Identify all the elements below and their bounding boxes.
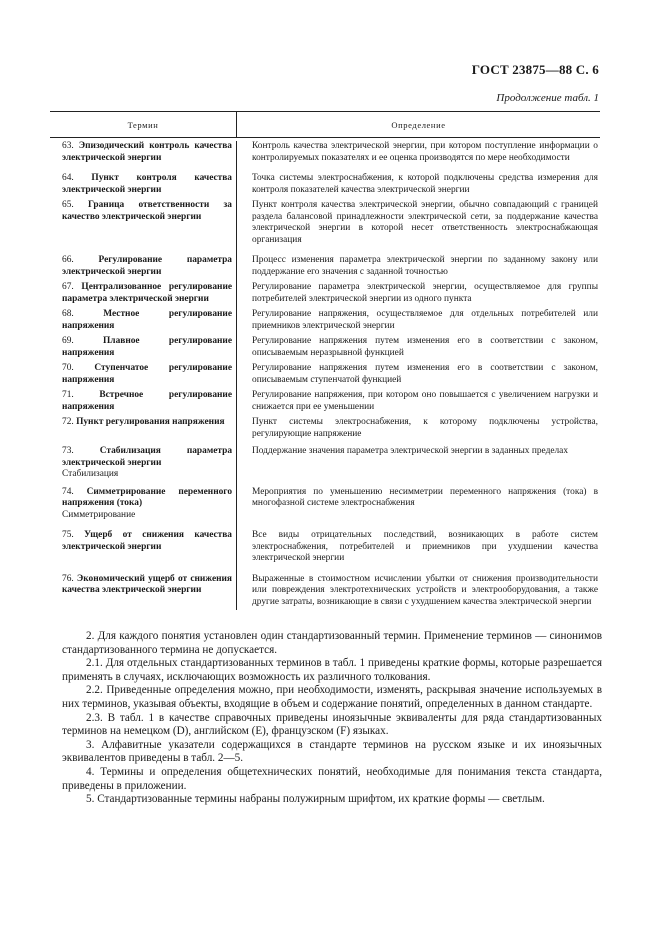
table-row [50, 446, 600, 481]
term-name: Регулирование параметра электрической энергии [62, 255, 232, 277]
table-body [50, 141, 600, 610]
term-number: 76. [62, 573, 74, 584]
term-short-form: Стабилизация [62, 469, 119, 479]
term-name: Симметрирование переменного напряжения (тока) [62, 486, 233, 508]
term-name: Ущерб от снижения качества электрической энергии [62, 530, 232, 552]
term-short-form: Симметрирование [62, 509, 136, 520]
table-row [50, 336, 600, 359]
page-header: ГОСТ 23875—88 С. 6 [471, 62, 599, 77]
term-cell [50, 282, 236, 305]
term-name: Стабилизация параметра электрической энергии [62, 446, 233, 468]
table-row [50, 417, 600, 440]
definition-cell: Регулирование параметра электрической энергии, осуществляемое для группы потребителей электрической энергии из одного пункта [252, 282, 598, 304]
table-row [50, 363, 600, 386]
definition-cell: Регулирование напряжения путем изменения его в соответствии с законом, описываемым ступенчатой функцией [252, 363, 598, 385]
column-header-term: Термин [50, 112, 237, 137]
note-paragraph: 3. Алфавитные указатели содержащихся в стандарте терминов на русском языке и их иноязычных эквивалентов приведены в табл. 2—5. [62, 738, 602, 765]
term-cell [50, 309, 236, 332]
definition-cell: Все виды отрицательных последствий, возникающих в работе систем электроснабжения, потребителей и приемников при ухудшении качества электрической энергии [252, 530, 598, 563]
term-number: 71. [62, 390, 74, 400]
definition-cell: Выраженные в стоимостном исчислении убытки от снижения производительности или повреждения электротехнических устройств и электрооборудования, а также другие затраты, возникающие в связи с ухудшением качества электрической энергии [252, 573, 598, 607]
notes-section [62, 630, 602, 807]
term-cell [50, 390, 236, 413]
column-header-definition: Определение [391, 119, 446, 130]
term-number: 63. [62, 141, 74, 151]
table-row [50, 255, 600, 278]
definition-cell: Процесс изменения параметра электрической энергии по заданному закону или поддержание его значения с заданной точностью [252, 255, 598, 277]
term-cell [50, 173, 236, 196]
term-cell [50, 200, 236, 246]
note-paragraph: 2.3. В табл. 1 в качестве справочных приведены иноязычные эквиваленты для ряда стандартизованных терминов на немецком (D), английском (E), французском (F) языках. [62, 711, 602, 738]
term-cell [50, 530, 236, 565]
term-cell [50, 336, 236, 359]
table-header [50, 112, 600, 138]
term-number: 70. [62, 363, 74, 373]
term-cell [50, 363, 236, 386]
note-paragraph: 4. Термины и определения общетехнических понятий, необходимые для понимания текста стандарта, приведены в приложении. [62, 765, 602, 792]
term-number: 74. [62, 486, 74, 497]
note-paragraph: 2.1. Для отдельных стандартизованных терминов в табл. 1 приведены краткие формы, которые разрешается применять в случаях, исключающих возможность их различного толкования. [62, 657, 602, 683]
table-row [50, 309, 600, 332]
term-cell [50, 255, 236, 278]
definition-cell: Точка системы электроснабжения, к которой подключены средства измерения для контроля показателей качества электрической энергии [252, 173, 598, 195]
table-row [50, 141, 600, 164]
definition-cell: Пункт контроля качества электрической энергии, обычно совпадающий с границей раздела балансовой принадлежности электрической сети, за поддержание качества электрической энергии в которой несет ответственность электроснабжающая организация [252, 200, 598, 245]
definition-cell: Пункт системы электроснабжения, к которому подключены устройства, регулирующие напряжение [252, 417, 598, 439]
term-number: 65. [62, 200, 74, 210]
term-name: Встречное регулирование напряжения [62, 390, 232, 412]
note-paragraph: 2.2. Приведенные определения можно, при необходимости, изменять, раскрывая значение используемых в них терминов, указывая объекты, входящие в объем и содержание понятий, определенных в данном стандарте. [62, 684, 602, 710]
term-cell [50, 417, 236, 440]
term-number: 69. [62, 336, 74, 346]
table-continuation-label: Продолжение табл. 1 [496, 92, 599, 104]
note-paragraph: 2. Для каждого понятия установлен один стандартизованный термин. Применение терминов — синонимов стандартизованного термина не допускается. [62, 630, 602, 656]
definition-cell: Регулирование напряжения путем изменения его в соответствии с законом, описываемым неразрывной функцией [252, 336, 598, 358]
term-name: Эпизодический контроль качества электрической энергии [62, 141, 232, 163]
term-cell [50, 574, 236, 609]
term-number: 68. [62, 309, 74, 319]
table-row [50, 390, 600, 413]
terms-table [50, 111, 600, 610]
definition-cell: Регулирование напряжения, при котором оно повышается с увеличением нагрузки и снижается при ее уменьшении [252, 390, 598, 412]
term-cell [50, 446, 236, 481]
definition-cell: Мероприятия по уменьшению несимметрии переменного напряжения (тока) в многофазной системе электроснабжения [252, 486, 598, 508]
term-number: 75. [62, 530, 74, 540]
term-name: Экономический ущерб от снижения качества электрической энергии [62, 573, 232, 595]
term-number: 67. [62, 282, 74, 292]
table-row [50, 173, 600, 196]
table-row [50, 574, 600, 611]
term-name: Плавное регулирование напряжения [62, 336, 232, 358]
term-number: 73. [62, 446, 74, 456]
term-name: Централизованное регулирование параметра электрической энергии [62, 282, 233, 304]
definition-cell: Регулирование напряжения, осуществляемое для отдельных потребителей или приемников электрической энергии [252, 309, 598, 331]
term-name: Пункт контроля качества электрической энергии [62, 173, 232, 195]
table-row [50, 530, 600, 565]
term-number: 66. [62, 255, 74, 265]
table-row [50, 200, 600, 246]
term-cell [50, 141, 236, 164]
term-number: 72. [62, 417, 74, 427]
term-name: Пункт регулирования напряжения [76, 417, 225, 427]
term-name: Местное регулирование напряжения [62, 309, 232, 331]
term-cell [50, 487, 236, 522]
table-row [50, 487, 600, 522]
definition-cell: Поддержание значения параметра электрической энергии в заданных пределах [252, 446, 569, 456]
table-row [50, 282, 600, 305]
term-number: 64. [62, 173, 74, 183]
term-name: Граница ответственности за качество электрической энергии [62, 200, 232, 222]
term-name: Ступенчатое регулирование напряжения [62, 363, 232, 385]
note-paragraph: 5. Стандартизованные термины набраны полужирным шрифтом, их краткие формы — светлым. [86, 793, 545, 806]
definition-cell: Контроль качества электрической энергии, при котором поступление информации о контролируемых показателях и ее оценка производятся по мере необходимости [252, 141, 598, 163]
